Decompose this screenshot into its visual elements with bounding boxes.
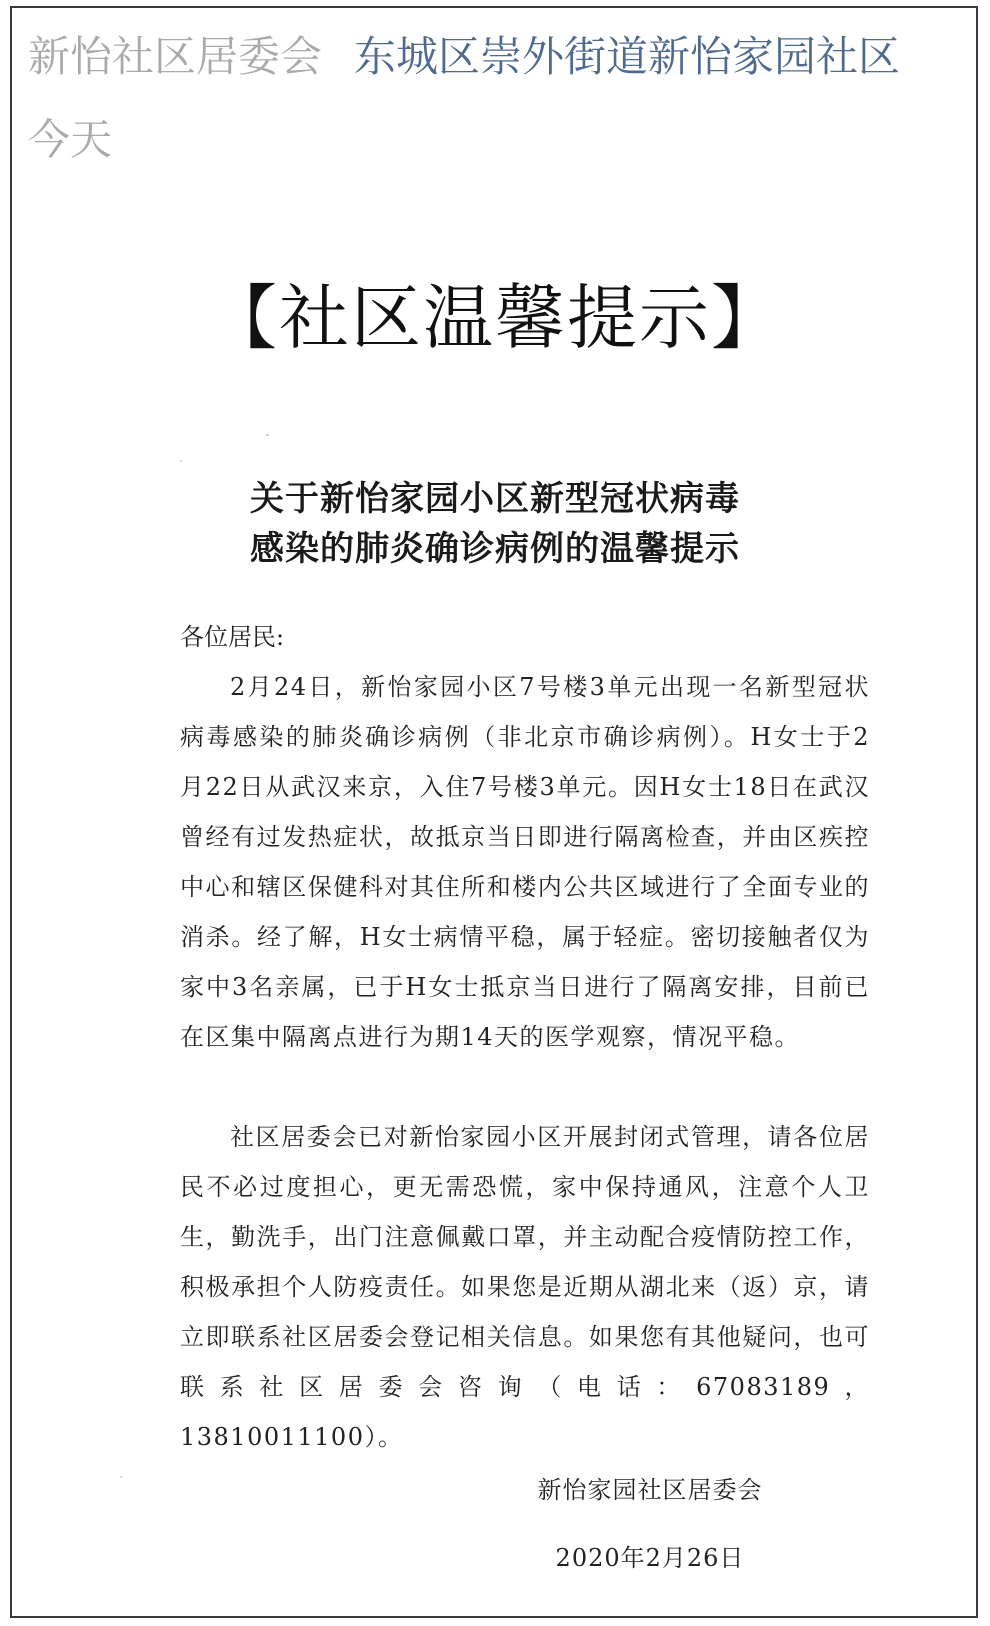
scan-speck <box>180 460 182 462</box>
article-meta <box>28 22 900 92</box>
salutation: 各位居民: <box>180 623 285 651</box>
notice-title <box>0 474 990 574</box>
account-name[interactable]: 新怡社区居委会 <box>28 32 323 81</box>
signature-date: 2020年2月26日 <box>555 1544 745 1572</box>
scan-speck <box>120 1476 122 1478</box>
scan-speck <box>266 434 269 436</box>
notice-title-line: 关于新怡家园小区新型冠状病毒 <box>250 479 740 519</box>
publish-date: 今天 <box>28 115 113 164</box>
banner-title: 【社区温馨提示】 <box>207 277 783 359</box>
signature-organization: 新怡家园社区居委会 <box>537 1476 763 1504</box>
notice-title-line: 感染的肺炎确诊病例的温馨提示 <box>250 529 740 569</box>
account-link[interactable]: 东城区崇外街道新怡家园社区 <box>354 32 901 81</box>
notice-paragraph: 2月24日，新怡家园小区7号楼3单元出现一名新型冠状病毒感染的肺炎确诊病例（非北京市确诊病例）。H女士于2月22日从武汉来京，入住7号楼3单元。因H女士18日在武汉曾经有过发热症状，故抵京当日即进行隔离检查，并由区疾控中心和辖区保健科对其住所和楼内公共区域进行了全面专业的消杀。经了解，H女士病情平稳，属于轻症。密切接触者仅为家中3名亲属，已于H女士抵京当日进行了隔离安排，目前已在区集中隔离点进行为期14天的医学观察，情况平稳。 <box>180 673 870 1051</box>
notice-paragraph: 社区居委会已对新怡家园小区开展封闭式管理，请各位居民不必过度担心，更无需恐慌，家中保持通风，注意个人卫生，勤洗手，出门注意佩戴口罩，并主动配合疫情防控工作，积极承担个人防疫责任。如果您是近期从湖北来（返）京，请立即联系社区居委会登记相关信息。如果您有其他疑问，也可联系社区居委会咨询（电话：67083189，13810011100）。 <box>180 1123 870 1451</box>
